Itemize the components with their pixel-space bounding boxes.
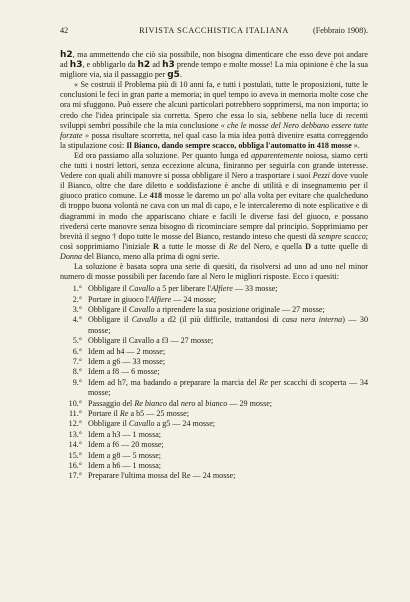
text-run: Idem ad h4 — 2 mosse;: [88, 346, 166, 356]
text-run: Idem a h3 — 1 mossa;: [88, 429, 162, 439]
text-run: apparentemente: [251, 150, 303, 160]
text-run: a tutte quelle di: [310, 241, 368, 251]
text-run: Preparare l'ultima mossa del Re — 24 mosse;: [88, 471, 236, 481]
text-run: a 5 per liberare l': [154, 284, 212, 294]
quesito-number: 4.°: [72, 315, 82, 325]
quesito-number: 11.°: [68, 409, 82, 419]
text-run: Idem a g8 — 5 mosse;: [88, 450, 162, 460]
paragraph-p3: [60, 151, 368, 262]
text-run: Obbligare il Cavallo a f3 — 27 mosse;: [88, 336, 214, 346]
text-run: — 33 mosse;: [232, 284, 278, 294]
quesito-number: 2.°: [72, 294, 82, 304]
issue-date: (Febbraio 1908).: [312, 26, 368, 35]
text-run: Donna: [60, 251, 83, 261]
quesito-number: 15.°: [68, 450, 82, 460]
text-run: — 29 mosse;: [227, 398, 273, 408]
text-run: Cavallo: [128, 304, 155, 314]
text-run: Obbligare il: [88, 315, 132, 325]
text-run: mosse le daremo un po' alla volta per evitare che qualcheduno di troppo buona volontà ne cava con un mal di capo, e le intercaleremo di note esplicative e di diagrammi in modo che appariscano chiare e facili le diverse fasi del giuoco, e possano rivedersi certe manovre senza bisogno di ricominciare sempre dal principio. Sopprimiamo per brevità il segno † dopo tutte le mosse del Bianco, restando inteso che questi dà: [60, 191, 368, 241]
quesito-number: 7.°: [72, 357, 82, 366]
paragraphs: [60, 50, 368, 282]
paragraph-p4: [60, 262, 368, 282]
paragraph-p2: [60, 80, 368, 151]
text-run: Ed ora passiamo alla soluzione. Per quanto lunga ed: [74, 150, 252, 160]
text-run: R: [153, 241, 159, 251]
quesito-number: 16.°: [68, 461, 82, 471]
text-run: D: [305, 241, 311, 251]
text-run: Pezzi: [312, 171, 330, 181]
square-notation: h3: [162, 60, 175, 71]
text-run: Portare il: [88, 409, 120, 419]
text-run: Cavallo: [131, 315, 158, 325]
text-run: a riprendere la sua posizione originale — 27 mosse;: [154, 304, 325, 314]
journal-title: RIVISTA SCACCHISTICA ITALIANA: [139, 26, 289, 35]
text-run: La soluzione è basata sopra una serie di quesiti, da risolversi ad uno ad uno nel minor numero di mosse possibili per facendo fare al Nero le migliori risposte. Ecco i quesiti:: [60, 261, 368, 282]
text-run: a b5 — 25 mosse;: [128, 409, 189, 419]
quesito-item: [60, 440, 368, 450]
quesito-number: 17.°: [68, 471, 82, 481]
text-run: a tutte le mosse di: [158, 241, 229, 251]
text-run: Alfiere: [211, 284, 233, 294]
text-run: Re: [119, 409, 129, 419]
text-run: prende tempo e molte mosse! La mia opinione è che la sua migliore via, sia il passaggio per: [60, 60, 368, 80]
running-header: [60, 26, 368, 38]
text-run: Alfiere: [149, 294, 172, 304]
text-run: nero: [180, 398, 196, 408]
text-run: Obbligare il: [88, 284, 129, 294]
quesito-item: [60, 315, 368, 336]
text-run: Idem a f6 — 20 mosse;: [88, 440, 164, 450]
text-run: del Nero, e quella: [237, 241, 306, 251]
quesito-number: 10.°: [68, 398, 82, 408]
quesito-number: 12.°: [68, 419, 82, 429]
quesito-item: [60, 367, 368, 377]
quesito-number: 9.°: [72, 377, 82, 387]
quesito-number: 6.°: [72, 346, 82, 356]
quesito-item: [60, 461, 368, 471]
text-run: casa nera interna: [282, 315, 343, 325]
text-run: a g5 — 24 mosse;: [154, 419, 216, 429]
text-run: ) — 30 mosse;: [88, 315, 368, 335]
text-run: Re: [228, 241, 238, 251]
text-run: del Bianco, meno alla prima di ogni serie.: [82, 251, 220, 261]
square-notation: h3: [69, 60, 83, 71]
text-run: Cavallo: [128, 419, 155, 429]
quesiti-list: [60, 284, 368, 482]
text-run: per scacchi di scoperta — 34 mosse;: [88, 377, 368, 398]
text-run: bianco: [205, 398, 228, 408]
text-run: Il Bianco, dando sempre scacco, obbliga l'automatto in 418 mosse: [126, 140, 352, 150]
quesito-number: 5.°: [72, 336, 82, 346]
quesito-item: [60, 284, 368, 294]
quesito-item: [60, 471, 368, 481]
text-run: .: [179, 70, 182, 80]
quesito-item: [60, 295, 368, 305]
quesito-number: 13.°: [68, 429, 82, 439]
square-notation: g5: [167, 70, 180, 81]
text-run: Obbligare il: [88, 419, 129, 429]
text-run: Idem a f8 — 6 mosse;: [88, 367, 160, 377]
text-run: ».: [351, 140, 360, 150]
article-body: [60, 50, 368, 482]
text-run: 418: [149, 191, 162, 201]
text-run: sempre scacco: [318, 231, 366, 241]
quesito-item: [60, 357, 368, 367]
text-run: « Se costruii il Problema più di 10 anni fa, e tutti i postulati, tutte le proposizioni, tutte le conclusioni le feci in gran parte a memoria; in quel tempo io aveva in memoria molte cose che ora mi sfuggono. Può essere che alcuni particolari potrebbero sopprimersi, ma non importa; io credo che l'idea principale sia corretta. Spero che essa lo sia, sebbene nella luce di recenti sviluppi sembri possibile che la mia conclusione: [60, 80, 368, 130]
text-run: ad: [150, 60, 163, 70]
text-run: a d2 (il più difficile, trattandosi di: [157, 315, 283, 325]
text-run: Re bianco: [134, 398, 167, 408]
text-run: Portare in giuoco l': [88, 294, 150, 304]
text-run: Passaggio del: [88, 398, 135, 408]
text-run: dove vuole il Bianco, oltre che dare diletto e soddisfazione è anche di utilità e di insegnamento per il giuoco pratico comune. Le: [60, 171, 368, 201]
text-run: — 24 mosse;: [171, 294, 216, 304]
text-run: Obbligare il: [88, 304, 129, 314]
quesito-item: [60, 451, 368, 461]
quesito-item: [60, 347, 368, 357]
square-notation: h2: [60, 50, 73, 60]
text-run: Cavallo: [128, 284, 155, 294]
quesito-item: [60, 378, 368, 399]
quesito-item: [60, 399, 368, 409]
paragraph-p1: [60, 50, 368, 80]
text-run: dal: [166, 398, 181, 408]
quesito-item: [60, 430, 368, 440]
text-run: Idem a h6 — 1 mossa;: [88, 461, 162, 471]
quesito-item: [60, 336, 368, 346]
text-run: noiosa, siamo certi che tutti i nostri lettori, senza eccezione alcuna, finiranno per seguirla con grande interesse. Vedere con quali abili manovre si possa obbligare il Nero a trasportare i suoi: [60, 150, 369, 181]
quesito-item: [60, 409, 368, 419]
text-run: « che le mosse del Nero debbano essere tutte forzate »: [60, 120, 368, 140]
text-run: possa risultare scorretta, nel qual caso la mia idea potrà divenire esatta correggendo la stipulazione così:: [60, 130, 368, 150]
text-run: Idem a g6 — 33 mosse;: [88, 357, 166, 366]
quesito-number: 3.°: [72, 304, 82, 314]
text-run: , ma ammettendo che ciò sia possibile, non bisogna dimenticare che esso deve poi andare ad: [60, 50, 368, 70]
quesito-number: 1.°: [72, 284, 82, 294]
text-run: Re: [259, 377, 268, 387]
square-notation: h2: [137, 60, 151, 71]
quesito-number: 8.°: [72, 367, 82, 377]
text-run: al: [195, 398, 206, 408]
quesito-item: [60, 419, 368, 429]
page-number: 42: [60, 26, 69, 35]
quesito-item: [60, 305, 368, 315]
quesito-number: 14.°: [68, 440, 82, 450]
text-run: ; così sopprimiamo l'iniziale: [60, 231, 368, 251]
text-run: , e obbligarlo da: [82, 60, 138, 70]
text-run: Idem ad h7, ma badando a preparare la marcia del: [88, 377, 260, 387]
